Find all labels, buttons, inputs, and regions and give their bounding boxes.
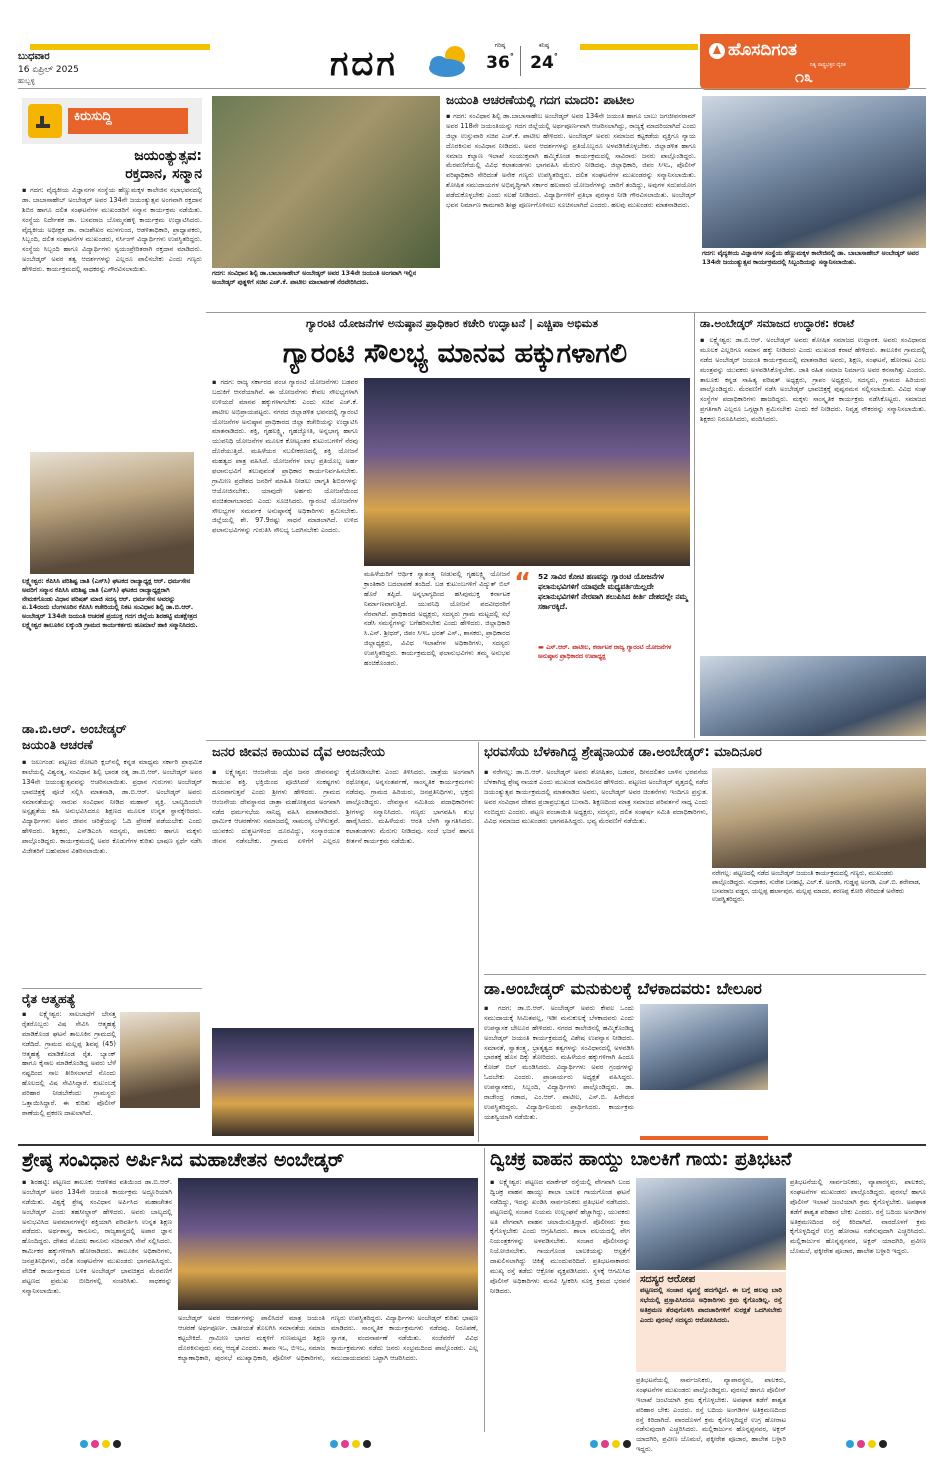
masthead-date-block (18, 50, 208, 92)
min-temp-value: 24 (530, 52, 554, 73)
max-temp-value: 36 (486, 52, 510, 73)
belur-headline: ಡಾ.ಅಂಬೇಡ್ಕರ್ ಮನುಕುಲಕ್ಕೆ ಬೆಳಕಾದವರು: ಬೇಲೂರ (484, 979, 762, 998)
kirusuddi-headline-3: ಡಾ.ಬಿ.ಆರ್. ಅಂಬೇಡ್ಕರ್ (22, 721, 127, 736)
top-caption-right: ಗದಗ: ವೈದ್ಯಕೀಯ ವಿಜ್ಞಾನಗಳ ಸಂಸ್ಥೆಯ ಹೆಣ್ಣುಮಕ್ಕಳ ಕಾಲೇಜಿನಲ್ಲಿ ಡಾ. ಬಾಬಾಸಾಹೇಬ್ ಅಂಬೇಡ್ಕರ್ ಅವರ 134ನೇ ಜಯಂತ್ಯುತ್ಸವ ಕಾರ್ಯಕ್ರಮದಲ್ಲಿ ಸಿಬ್ಬಂದಿಯನ್ನು ಸನ್ಮಾನಿಸಲಾಯಿತು. (702, 250, 919, 266)
min-temp-label: ಕನಿಷ್ಠ (538, 42, 550, 49)
bharavase-body: ▪ ನರೇಗಲ್ಲ: ಡಾ.ಬಿ.ಆರ್. ಅಂಬೇಡ್ಕರ್ ಅವರು ಶೋಷಿತರ, ಬಡವರ, ದೀನದಲಿತರ ಬಾಳಿನ ಭರವಸೆಯ ಬೆಳಕಾಗಿದ್ದ ಶ್ರೇಷ್ಠ ನಾಯಕ ಎಂದು ಮುಖಂಡ ಮಾದಿನೂರ ಹೇಳಿದರು. ಪಟ್ಟಣದ ಅಂಬೇಡ್ಕರ್ ವೃತ್ತದಲ್ಲಿ ನಡೆದ ಜಯಂತ್ಯುತ್ಸವ ಕಾರ್ಯಕ್ರಮದಲ್ಲಿ ಮಾತನಾಡಿದ ಅವರು, ಅಂಬೇಡ್ಕರ್ ಅವರ ಚಿಂತನೆಗಳು ಇಂದಿಗೂ ಪ್ರಸ್ತುತ. ಅವರ ಸಂವಿಧಾನ ದೇಶದ ಪ್ರಜಾಪ್ರಭುತ್ವದ ಬುನಾದಿ. ಶಿಕ್ಷಣದಿಂದ ಮಾತ್ರ ಸಮಾಜದ ಪರಿವರ್ತನೆ ಸಾಧ್ಯ ಎಂದು ನಂಬಿದ್ದರು ಎಂದರು. ಪಟ್ಟಣ ಪಂಚಾಯಿತಿ ಅಧ್ಯಕ್ಷರು, ಸದಸ್ಯರು, ದಲಿತ ಸಂಘರ್ಷ ಸಮಿತಿ ಪದಾಧಿಕಾರಿಗಳು, ವಿವಿಧ ಸಮಾಜದ ಮುಖಂಡರು ಭಾಗವಹಿಸಿದ್ದರು. ಭವ್ಯ ಮೆರವಣಿಗೆ ನಡೆಯಿತು. (484, 768, 708, 826)
kirusuddi-photo-felicitation (30, 452, 194, 574)
kirusuddi-banner (22, 98, 202, 144)
bharavase-rule (484, 974, 926, 975)
samvidhana-photo (178, 1178, 478, 1310)
brand-tagline: ನಿತ್ಯ ರಾಷ್ಟ್ರಭಕ್ತರ ದೈನಿಕ (810, 62, 846, 68)
top-photo-patil-garland (212, 96, 440, 268)
print-dots-center (330, 1440, 380, 1450)
belur-photo (640, 1004, 768, 1090)
top-caption-left: ಗದಗ: ಸಂವಿಧಾನ ಶಿಲ್ಪಿ ಡಾ.ಬಾಬಾಸಾಹೇಬ್ ಅಂಬೇಡ್ಕರ್ ಅವರ 134ನೇ ಜಯಂತಿ ಅಂಗವಾಗಿ ಇಲ್ಲಿನ ಅಂಬೇಡ್ಕರ್ ಪುತ್ಥಳಿಗೆ ಸಚಿವ ಎಚ್.ಕೆ. ಪಾಟೀಲ ಮಾಲಾರ್ಪಣೆ ನೆರವೇರಿಸಿದರು. (212, 270, 417, 286)
anjaneya-body: ▪ ಲಕ್ಷ್ಮೇಶ್ವರ: ಆಂಜನೇಯ ದೈವ ಜನರ ಜೀವನವನ್ನು ಕಾಯುವ ಶಕ್ತಿ. ಭಕ್ತಿಯಿಂದ ಪೂಜಿಸಿದರೆ ಸಂಕಷ್ಟಗಳು ದೂರವಾಗುತ್ತವೆ ಎಂದು ಶ್ರೀಗಳು ಹೇಳಿದರು. ಗ್ರಾಮದ ಆಂಜನೇಯ ದೇವಸ್ಥಾನದ ಜಾತ್ರಾ ಮಹೋತ್ಸವದ ಅಂಗವಾಗಿ ನಡೆದ ಧರ್ಮಸಭೆಯ ಸಾನಿಧ್ಯ ವಹಿಸಿ ಮಾತನಾಡಿದರು. ಧಾರ್ಮಿಕ ಆಚರಣೆಗಳು ಸಮಾಜದಲ್ಲಿ ಸಾಮರಸ್ಯ ಬೆಳೆಸುತ್ತವೆ. ಯುವಕರು ದುಶ್ಚಟಗಳಿಂದ ದೂರವಿದ್ದು, ಸಂಸ್ಕಾರಯುತ ಜೀವನ ನಡೆಸಬೇಕು. ಗ್ರಾಮದ ಏಳಿಗೆಗೆ ಎಲ್ಲರೂ ಕೈಜೋಡಿಸಬೇಕು ಎಂದು ತಿಳಿಸಿದರು. ಜಾತ್ರೆಯ ಅಂಗವಾಗಿ ರಥೋತ್ಸವ, ಅನ್ನಸಂತರ್ಪಣೆ, ಸಾಂಸ್ಕೃತಿಕ ಕಾರ್ಯಕ್ರಮಗಳು ನಡೆದವು. ಗ್ರಾಮದ ಹಿರಿಯರು, ಜನಪ್ರತಿನಿಧಿಗಳು, ಭಕ್ತರು ಪಾಲ್ಗೊಂಡಿದ್ದರು. ದೇವಸ್ಥಾನ ಸಮಿತಿಯ ಪದಾಧಿಕಾರಿಗಳು ಶ್ರೀಗಳನ್ನು ಸನ್ಮಾನಿಸಿದರು. ಗಣ್ಯರು ಭಾಗವಹಿಸಿ ಶುಭ ಹಾರೈಸಿದರು. ಮಹಿಳೆಯರು ಆರತಿ ಬೆಳಗಿ ಸ್ವಾಗತಿಸಿದರು. ಕಲಾತಂಡಗಳು ಮೆರುಗು ನೀಡಿದವು. ಸಂಜೆ ಭಜನೆ ಹಾಗೂ ಕೀರ್ತನೆ ಕಾರ್ಯಕ್ರಮ ನಡೆಯಿತು. (212, 768, 474, 846)
kirusuddi-headline-5: ರೈತ ಆತ್ಮಹತ್ಯೆ (22, 991, 76, 1006)
masthead-rule (18, 88, 926, 89)
karate-photo (700, 656, 926, 736)
print-dots-right (846, 1440, 896, 1450)
guarantee-headline: ಗ್ಯಾರಂಟಿ ಸೌಲಭ್ಯ ಮಾನವ ಹಕ್ಕುಗಳಾಗಲಿ (282, 338, 628, 369)
samvidhana-body: ▪ ಶಿರಹಟ್ಟಿ: ಪಟ್ಟಣದ ತಾಲೂಕು ಆಡಳಿತದ ವತಿಯಿಂದ ಡಾ.ಬಿ.ಆರ್. ಅಂಬೇಡ್ಕರ್ ಅವರ 134ನೇ ಜಯಂತಿ ಕಾರ್ಯಕ್ರಮ ಅದ್ದೂರಿಯಾಗಿ ನಡೆಯಿತು. ವಿಶ್ವಕ್ಕೆ ಶ್ರೇಷ್ಠ ಸಂವಿಧಾನ ಅರ್ಪಿಸಿದ ಮಹಾಚೇತನ ಅಂಬೇಡ್ಕರ್ ಎಂದು ತಹಸೀಲ್ದಾರ್ ಹೇಳಿದರು. ಅವರು ಬಾಲ್ಯದಲ್ಲಿ ಅನುಭವಿಸಿದ ಅವಮಾನಗಳನ್ನೇ ಶಕ್ತಿಯಾಗಿ ಪರಿವರ್ತಿಸಿ ಉನ್ನತ ಶಿಕ್ಷಣ ಪಡೆದರು. ಅರ್ಥಶಾಸ್ತ್ರ, ಕಾನೂನು, ರಾಜ್ಯಶಾಸ್ತ್ರದಲ್ಲಿ ಅಪಾರ ಜ್ಞಾನ ಹೊಂದಿದ್ದರು. ದೇಶದ ಮೊದಲ ಕಾನೂನು ಸಚಿವರಾಗಿ ಸೇವೆ ಸಲ್ಲಿಸಿದರು. ಕಾರ್ಮಿಕರ ಹಕ್ಕುಗಳಿಗಾಗಿ ಹೋರಾಡಿದರು. ತಾಲೂಕಿನ ಅಧಿಕಾರಿಗಳು, ಜನಪ್ರತಿನಿಧಿಗಳು, ದಲಿತ ಸಂಘಟನೆಗಳ ಮುಖಂಡರು ಭಾಗವಹಿಸಿದ್ದರು. ವೇದಿಕೆ ಕಾರ್ಯಕ್ರಮದ ಬಳಿಕ ಅಂಬೇಡ್ಕರ್ ಭಾವಚಿತ್ರದ ಮೆರವಣಿಗೆ ಪಟ್ಟಣದ ಪ್ರಮುಖ ಬೀದಿಗಳಲ್ಲಿ ಸಂಚರಿಸಿತು. ಸಾಧಕರನ್ನು ಸನ್ಮಾನಿಸಲಾಯಿತು. (22, 1178, 172, 1295)
kirusuddi-caption-2: ಲಕ್ಷ್ಮೇಶ್ವರ: ಕೆಪಿಸಿಸಿ ಪರಿಶಿಷ್ಟ ಜಾತಿ (ಎಸ್‌ಸಿ) ಘಟಕದ ರಾಜ್ಯಾಧ್ಯಕ್ಷ ಆರ್. ಧರ್ಮಸೇನ ಅವರಿಗೆ ಸನ್ಮಾನ ಕೆಪಿಸಿಸಿ ಪರಿಶಿಷ್ಟ ಜಾತಿ (ಎಸ್‌ಸಿ) ಘಟಕದ ರಾಜ್ಯಾಧ್ಯಕ್ಷರಾಗಿ ನೇಮಕಗೊಂಡು ವಿಧಾನ ಪರಿಷತ್ ಮಾಜಿ ಸದಸ್ಯ ಆರ್. ಧರ್ಮಸೇನ ಅವರನ್ನು ಏ.14ರಂದು ಬೆಂಗಳೂರಿನ ಕೆಪಿಸಿಸಿ ಕಚೇರಿಯಲ್ಲಿ ನಿಕಟ ಸಂವಿಧಾನ ಶಿಲ್ಪಿ ಡಾ.ಬಿ.ಆರ್. ಅಂಬೇಡ್ಕರ್ 134ನೇ ಜಯಂತಿ ಆಚರಣೆ ಪ್ರಯುಕ್ತ ಗದಗ ಜಿಲ್ಲೆಯ ಶಿರಹಟ್ಟಿ ಮತಕ್ಷೇತ್ರದ ಲಕ್ಷ್ಮೇಶ್ವರ ತಾಲೂಕಿನ ಲಕ್ಕುಂಡಿ ಗ್ರಾಮದ ಕಾರ್ಯಕರ್ತರು ಹೂಮಾಲೆ ಹಾಕಿ ಸನ್ಮಾನಿಸಿದರು. (22, 578, 198, 630)
masthead-top-bar-right (580, 44, 698, 50)
bharavase-caption: ನರೇಗಲ್ಲ: ಪಟ್ಟಣದಲ್ಲಿ ನಡೆದ ಅಂಬೇಡ್ಕರ್ ಜಯಂತಿ ಕಾರ್ಯಕ್ರಮದಲ್ಲಿ ಗಣ್ಯರು, ಮುಖಂಡರು ಪಾಲ್ಗೊಂಡಿದ್ದರು. ಸುಧಾಕರ, ಸುರೇಶ ಬನಹಟ್ಟಿ, ಎಲ್.ಕೆ. ಅಂಗಡಿ, ಗುಡ್ಡಪ್ಪ ಅಂಗಡಿ, ಎಚ್.ಬಿ. ಶರೇವಾಡ, ಬಸವರಾಜ ವಡ್ಡರ, ಯಲ್ಲಪ್ಪ ಹರ್ಲಾಪುರ, ಮಲ್ಲಪ್ಪ ಮಾದರ, ಶರಣಪ್ಪ ಕೋರಿ ಸೇರಿದಂತೆ ಅನೇಕರು ಉಪಸ್ಥಿತರಿದ್ದರು. (712, 870, 921, 904)
samvidhana-body-2: ಅಂಬೇಡ್ಕರ್ ಅವರ ಆದರ್ಶಗಳನ್ನು ಪಾಲಿಸಿದರೆ ಮಾತ್ರ ಜಯಂತಿ ಆಚರಣೆ ಅರ್ಥಪೂರ್ಣ. ಜಾತೀಯತೆ ತೊಲಗಿಸಿ ಸಮಾನತೆಯ ಸಮಾಜ ಕಟ್ಟಬೇಕಿದೆ. ಗ್ರಾಮೀಣ ಭಾಗದ ಮಕ್ಕಳಿಗೆ ಗುಣಮಟ್ಟದ ಶಿಕ್ಷಣ ದೊರಕಿಸುವುದು ನಮ್ಮ ಆದ್ಯತೆ ಎಂದರು. ತಾಪಂ ಇಒ, ಬಿಇಒ, ಸಮಾಜ ಕಲ್ಯಾಣಾಧಿಕಾರಿ, ಪುರಸಭೆ ಮುಖ್ಯಾಧಿಕಾರಿ, ಪೊಲೀಸ್ ಅಧಿಕಾರಿಗಳು, ಗಣ್ಯರು ಉಪಸ್ಥಿತರಿದ್ದರು. ವಿದ್ಯಾರ್ಥಿಗಳು ಅಂಬೇಡ್ಕರ್ ಕುರಿತು ಭಾಷಣ ಮಾಡಿದರು. ಸಾಂಸ್ಕೃತಿಕ ಕಾರ್ಯಕ್ರಮಗಳು ನಡೆದವು. ನಿರೂಪಣೆ, ಸ್ವಾಗತ, ವಂದನಾರ್ಪಣೆ ನಡೆಯಿತು. ಸಂಜೆವರೆಗೆ ವಿವಿಧ ಕಾರ್ಯಕ್ರಮಗಳು ನಡೆದು ಜನರು ಸಂಭ್ರಮದಿಂದ ಪಾಲ್ಗೊಂಡರು. ಎಲ್ಲ ಸಮುದಾಯದವರು ಒಟ್ಟಾಗಿ ಆಚರಿಸಿದರು. (178, 1314, 478, 1362)
masthead-city: ಗದಗ (330, 44, 398, 84)
kirusuddi-headline-4: ಜಯಂತಿ ಆಚರಣೆ (22, 737, 93, 752)
accident-sidebar-box (636, 1272, 786, 1372)
top-photo-staff-group (702, 96, 926, 248)
anjaneya-headline: ಜನರ ಜೀವನ ಕಾಯುವ ದೈವ ಆಂಜನೇಯ (212, 745, 385, 760)
min-temp-degree: ° (553, 51, 558, 61)
anjaneya-photo (212, 1028, 474, 1136)
guarantee-quote-box (514, 570, 690, 668)
accident-headline: ದ್ವಿಚಕ್ರ ವಾಹನ ಹಾಯ್ದು ಬಾಲಕಿಗೆ ಗಾಯ: ಪ್ರತಿಭಟನೆ (490, 1149, 792, 1170)
guarantee-quote-attribution: ▬ ಎಸ್.ಆರ್. ಪಾಟೀಲ, ಕರ್ನಾಟಕ ರಾಜ್ಯ ಗ್ಯಾರಂಟಿ ಯೋಜನೆಗಳ ಅನುಷ್ಠಾನ ಪ್ರಾಧಿಕಾರದ ಉಪಾಧ್ಯಕ್ಷ (538, 644, 672, 660)
guarantee-body-1: ▪ ಗದಗ: ರಾಜ್ಯ ಸರ್ಕಾರದ ಪಂಚ ಗ್ಯಾರಂಟಿ ಯೋಜನೆಗಳು ಬಡವರ ಬದುಕಿಗೆ ಆಸರೆಯಾಗಿವೆ. ಈ ಯೋಜನೆಗಳು ಕೇವಲ ಸೌಲಭ್ಯಗಳಾಗಿ ಉಳಿಯದೆ ಮಾನವ ಹಕ್ಕುಗಳಾಗಬೇಕು ಎಂದು ಸಚಿವ ಎಚ್.ಕೆ. ಪಾಟೀಲ ಅಭಿಪ್ರಾಯಪಟ್ಟರು. ನಗರದ ಜಿಲ್ಲಾಡಳಿತ ಭವನದಲ್ಲಿ ಗ್ಯಾರಂಟಿ ಯೋಜನೆಗಳ ಅನುಷ್ಠಾನ ಪ್ರಾಧಿಕಾರದ ಜಿಲ್ಲಾ ಕಚೇರಿಯನ್ನು ಉದ್ಘಾಟಿಸಿ ಮಾತನಾಡಿದರು. ಶಕ್ತಿ, ಗೃಹಲಕ್ಷ್ಮಿ, ಗೃಹಜ್ಯೋತಿ, ಅನ್ನಭಾಗ್ಯ ಹಾಗೂ ಯುವನಿಧಿ ಯೋಜನೆಗಳ ಮೂಲಕ ಕೋಟ್ಯಂತರ ಕುಟುಂಬಗಳಿಗೆ ನೆರವು ದೊರೆಯುತ್ತಿದೆ. ಮಹಿಳೆಯರ ಸಬಲೀಕರಣದಲ್ಲಿ ಶಕ್ತಿ ಯೋಜನೆ ಮಹತ್ವದ ಪಾತ್ರ ವಹಿಸಿದೆ. ಯೋಜನೆಗಳ ಲಾಭ ಪ್ರತಿಯೊಬ್ಬ ಅರ್ಹ ಫಲಾನುಭವಿಗೆ ತಲುಪುವಂತೆ ಪ್ರಾಧಿಕಾರ ಕಾರ್ಯನಿರ್ವಹಿಸಬೇಕು. ಗ್ರಾಮೀಣ ಪ್ರದೇಶದ ಜನರಿಗೆ ಮಾಹಿತಿ ನೀಡಲು ಜಾಗೃತಿ ಶಿಬಿರಗಳನ್ನು ಆಯೋಜಿಸಬೇಕು. ಯಾವುದೇ ಅರ್ಹರು ಯೋಜನೆಯಿಂದ ವಂಚಿತರಾಗಬಾರದು ಎಂದು ಸೂಚಿಸಿದರು. ಗ್ಯಾರಂಟಿ ಯೋಜನೆಗಳ ಸೌಲಭ್ಯಗಳ ಸಮರ್ಪಕ ಅನುಷ್ಠಾನಕ್ಕೆ ಅಧಿಕಾರಿಗಳು ಶ್ರಮಿಸಬೇಕು. ಜಿಲ್ಲೆಯಲ್ಲಿ ಶೇ. 97.9ರಷ್ಟು ಸಾಧನೆ ಮಾಡಲಾಗಿದೆ. ಉಳಿದ ಫಲಾನುಭವಿಗಳನ್ನು ಗುರುತಿಸಿ ಸೌಲಭ್ಯ ಒದಗಿಸಬೇಕು ಎಂದರು. (212, 378, 358, 535)
brand-logo-icon (708, 42, 726, 60)
karate-headline: ಡಾ.ಅಂಬೇಡ್ಕರ್ ಸಮಾಜದ ಉದ್ಧಾರಕ: ಕರಾಟೆ (700, 318, 855, 330)
accident-body: ▪ ಲಕ್ಷ್ಮೇಶ್ವರ: ಪಟ್ಟಣದ ಮಾರ್ಕೆಟ್ ರಸ್ತೆಯಲ್ಲಿ ವೇಗವಾಗಿ ಬಂದ ದ್ವಿಚಕ್ರ ವಾಹನ ಹಾಯ್ದು ಶಾಲಾ ಬಾಲಕಿ ಗಾಯಗೊಂಡ ಘಟನೆ ನಡೆದಿದ್ದು, ಇದನ್ನು ಖಂಡಿಸಿ ಸಾರ್ವಜನಿಕರು ಪ್ರತಿಭಟನೆ ನಡೆಸಿದರು. ಪಟ್ಟಣದಲ್ಲಿ ಸಂಚಾರ ನಿಯಮ ಉಲ್ಲಂಘನೆ ಹೆಚ್ಚಾಗಿದ್ದು, ಯುವಕರು ಅತಿ ವೇಗವಾಗಿ ವಾಹನ ಚಲಾಯಿಸುತ್ತಿದ್ದಾರೆ. ಪೊಲೀಸರು ಕ್ರಮ ಕೈಗೊಳ್ಳಬೇಕು ಎಂದು ಆಗ್ರಹಿಸಿದರು. ಶಾಲಾ ವಲಯದಲ್ಲಿ ವೇಗ ನಿಯಂತ್ರಕಗಳನ್ನು ಅಳವಡಿಸಬೇಕು. ಸಂಚಾರ ಪೊಲೀಸರನ್ನು ನಿಯೋಜಿಸಬೇಕು. ಗಾಯಗೊಂಡ ಬಾಲಕಿಯನ್ನು ಆಸ್ಪತ್ರೆಗೆ ದಾಖಲಿಸಲಾಗಿದ್ದು ಚಿಕಿತ್ಸೆ ಮುಂದುವರಿದಿದೆ. ಪ್ರತಿಭಟನಾಕಾರರು ಮುಖ್ಯ ರಸ್ತೆ ತಡೆದು ಆಕ್ರೋಶ ವ್ಯಕ್ತಪಡಿಸಿದರು. ಸ್ಥಳಕ್ಕೆ ಆಗಮಿಸಿದ ಪೊಲೀಸ್ ಅಧಿಕಾರಿಗಳು ಮನವಿ ಸ್ವೀಕರಿಸಿ ಸೂಕ್ತ ಕ್ರಮದ ಭರವಸೆ ನೀಡಿದರು. (490, 1178, 630, 1295)
accident-body-2a: ಪ್ರತಿಭಟನೆಯಲ್ಲಿ ಸಾರ್ವಜನಿಕರು, ವ್ಯಾಪಾರಸ್ಥರು, ಪಾಲಕರು, ಸಂಘಟನೆಗಳ ಮುಖಂಡರು ಪಾಲ್ಗೊಂಡಿದ್ದರು. ಪುರಸಭೆ ಹಾಗೂ ಪೊಲೀಸ್ ಇಲಾಖೆ ಜಂಟಿಯಾಗಿ ಕ್ರಮ ಕೈಗೊಳ್ಳಬೇಕು. ಅಪಘಾತ ತಡೆಗೆ ಶಾಶ್ವತ ಪರಿಹಾರ ಬೇಕು ಎಂದರು. ರಸ್ತೆ ಬದಿಯ ಅಂಗಡಿಗಳ ಅತಿಕ್ರಮಣದಿಂದ ರಸ್ತೆ ಕಿರಿದಾಗಿದೆ. ವಾರದೊಳಗೆ ಕ್ರಮ ಕೈಗೊಳ್ಳದಿದ್ದರೆ ಉಗ್ರ ಹೋರಾಟ ನಡೆಸುವುದಾಗಿ ಎಚ್ಚರಿಸಿದರು. ಮಲ್ಲಿಕಾರ್ಜುನ ಹೊನ್ನಪ್ಪನವರ, ಅಕ್ಬರ್ ಯಾದಗಿರಿ, ಪ್ರವೀಣ ಬೊಮಲೆ, ಫಕ್ಕೀರೇಶ ಪೂಜಾರ, ಹಾಲೇಶ ಬಳ್ಳಾರಿ ಇದ್ದರು. (636, 1376, 786, 1454)
max-temp-degree: ° (509, 51, 514, 61)
mid-rule (206, 740, 926, 741)
karate-body: ▪ ಲಕ್ಷ್ಮೇಶ್ವರ: ಡಾ.ಬಿ.ಆರ್. ಅಂಬೇಡ್ಕರ್ ಅವರು ಶೋಷಿತ ಸಮಾಜದ ಉದ್ಧಾರಕ. ಅವರು ಸಂವಿಧಾನದ ಮೂಲಕ ಎಲ್ಲರಿಗೂ ಸಮಾನ ಹಕ್ಕು ನೀಡಿದರು ಎಂದು ಮುಖಂಡ ಕರಾಟೆ ಹೇಳಿದರು. ತಾಲೂಕಿನ ಗ್ರಾಮದಲ್ಲಿ ನಡೆದ ಅಂಬೇಡ್ಕರ್ ಜಯಂತಿ ಕಾರ್ಯಕ್ರಮದಲ್ಲಿ ಮಾತನಾಡಿದ ಅವರು, ಶಿಕ್ಷಣ, ಸಂಘಟನೆ, ಹೋರಾಟ ಎಂಬ ಮಂತ್ರವನ್ನು ಯುವಕರು ಅಳವಡಿಸಿಕೊಳ್ಳಬೇಕು. ಜಾತಿ ರಹಿತ ಸಮಾಜ ನಿರ್ಮಾಣ ಅವರ ಕನಸಾಗಿತ್ತು ಎಂದರು. ತಾಲೂಕು ಕನ್ನಡ ಸಾಹಿತ್ಯ ಪರಿಷತ್ ಅಧ್ಯಕ್ಷರು, ಗ್ರಾಪಂ ಅಧ್ಯಕ್ಷರು, ಸದಸ್ಯರು, ಗ್ರಾಮದ ಹಿರಿಯರು ಪಾಲ್ಗೊಂಡಿದ್ದರು. ಮೆರವಣಿಗೆ ನಡೆಸಿ ಅಂಬೇಡ್ಕರ್ ಭಾವಚಿತ್ರಕ್ಕೆ ಪುಷ್ಪನಮನ ಸಲ್ಲಿಸಲಾಯಿತು. ವಿವಿಧ ಸಂಘ ಸಂಸ್ಥೆಗಳ ಪದಾಧಿಕಾರಿಗಳು ಹಾಜರಿದ್ದರು. ಮಕ್ಕಳು ಸಾಂಸ್ಕೃತಿಕ ಕಾರ್ಯಕ್ರಮ ನಡೆಸಿಕೊಟ್ಟರು. ಸಮಾಜದ ಪ್ರಗತಿಗಾಗಿ ಎಲ್ಲರೂ ಒಗ್ಗಟ್ಟಾಗಿ ಶ್ರಮಿಸಬೇಕು ಎಂದು ಕರೆ ನೀಡಿದರು. ನಿವೃತ್ತ ನೌಕರರನ್ನು ಸನ್ಮಾನಿಸಲಾಯಿತು. ಶಿಕ್ಷಕರು ನಿರೂಪಿಸಿದರು, ವಂದಿಸಿದರು. (700, 336, 926, 424)
top-body: ▪ ಗದಗ: ಸಂವಿಧಾನ ಶಿಲ್ಪಿ ಡಾ.ಬಾಬಾಸಾಹೇಬ ಅಂಬೇಡ್ಕರ್ ಅವರ 134ನೇ ಜಯಂತಿ ಹಾಗೂ ಬಾಬು ಜಗಜೀವನರಾಮ್ ಅವರ 118ನೇ ಜಯಂತಿಯನ್ನು ಗದಗ ಜಿಲ್ಲೆಯಲ್ಲಿ ಅರ್ಥಪೂರ್ಣವಾಗಿ ಆಚರಿಸಲಾಗಿದ್ದು, ರಾಜ್ಯಕ್ಕೆ ಮಾದರಿಯಾಗಿದೆ ಎಂದು ಜಿಲ್ಲಾ ಉಸ್ತುವಾರಿ ಸಚಿವ ಎಚ್.ಕೆ. ಪಾಟೀಲ ಹೇಳಿದರು. ಅಂಬೇಡ್ಕರ್ ಅವರು ಸಮಾಜದ ಕಟ್ಟಕಡೆಯ ವ್ಯಕ್ತಿಗೂ ನ್ಯಾಯ ದೊರಕಿಸುವ ಸಂವಿಧಾನ ನೀಡಿದರು. ಅವರ ಆದರ್ಶಗಳನ್ನು ಪ್ರತಿಯೊಬ್ಬರೂ ಅಳವಡಿಸಿಕೊಳ್ಳಬೇಕು. ಜಿಲ್ಲಾಡಳಿತ ಹಾಗೂ ಸಮಾಜ ಕಲ್ಯಾಣ ಇಲಾಖೆ ಸಂಯುಕ್ತವಾಗಿ ಹಮ್ಮಿಕೊಂಡ ಕಾರ್ಯಕ್ರಮದಲ್ಲಿ ಸಾವಿರಾರು ಜನರು ಪಾಲ್ಗೊಂಡಿದ್ದರು. ಮೆರವಣಿಗೆಯಲ್ಲಿ ವಿವಿಧ ಕಲಾತಂಡಗಳು ಭಾಗವಹಿಸಿ ಮೆರುಗು ನೀಡಿದವು. ಜಿಲ್ಲಾಧಿಕಾರಿ, ಜಿಪಂ ಸಿಇಒ, ಪೊಲೀಸ್ ವರಿಷ್ಠಾಧಿಕಾರಿ ಸೇರಿದಂತೆ ಅನೇಕ ಗಣ್ಯರು ಉಪಸ್ಥಿತರಿದ್ದರು. ದಲಿತ ಸಂಘಟನೆಗಳ ಮುಖಂಡರನ್ನು ಸನ್ಮಾನಿಸಲಾಯಿತು. ಶೋಷಿತ ಸಮುದಾಯಗಳ ಅಭಿವೃದ್ಧಿಗಾಗಿ ಸರ್ಕಾರ ಹಲವಾರು ಯೋಜನೆಗಳನ್ನು ಜಾರಿಗೆ ತಂದಿದ್ದು, ಅವುಗಳ ಸದುಪಯೋಗ ಪಡೆದುಕೊಳ್ಳಬೇಕು ಎಂದು ಸಲಹೆ ನೀಡಿದರು. ವಿದ್ಯಾರ್ಥಿಗಳಿಗೆ ಪ್ರತಿಭಾ ಪುರಸ್ಕಾರ ನೀಡಿ ಗೌರವಿಸಲಾಯಿತು. ಅಂಬೇಡ್ಕರ್ ಭವನ ನಿರ್ಮಾಣ ಕಾಮಗಾರಿ ಶೀಘ್ರ ಪೂರ್ಣಗೊಳಿಸಲು ಸೂಚಿಸಲಾಗಿದೆ ಎಂದರು. ಹಲವು ಮುಖಂಡರು ಮಾತನಾಡಿದರು. (446, 112, 696, 210)
farmer-photo (120, 1012, 200, 1108)
print-dots-left (80, 1440, 130, 1450)
samvidhana-headline: ಶ್ರೇಷ್ಠ ಸಂವಿಧಾನ ಅರ್ಪಿಸಿದ ಮಹಾಚೇತನ ಅಂಬೇಡ್ಕರ್ (22, 1149, 345, 1171)
min-temp-block (524, 42, 564, 82)
kirusuddi-body-5a: ▪ ಲಕ್ಷ್ಮೇಶ್ವರ: ಸಾಲಬಾಧೆಗೆ ಬೇಸತ್ತ ರೈತರೊಬ್ಬರು ವಿಷ ಸೇವಿಸಿ ಆತ್ಮಹತ್ಯೆ ಮಾಡಿಕೊಂಡ ಘಟನೆ ತಾಲೂಕಿನ ಗ್ರಾಮದಲ್ಲಿ ನಡೆದಿದೆ. ಗ್ರಾಮದ ಮಲ್ಲಪ್ಪ ಶಿವಪ್ಪ (45) ಆತ್ಮಹತ್ಯೆ ಮಾಡಿಕೊಂಡ ರೈತ. ಬ್ಯಾಂಕ್ ಹಾಗೂ ಕೈಸಾಲ ಮಾಡಿಕೊಂಡಿದ್ದ ಅವರು ಬೆಳೆ ನಷ್ಟದಿಂದ ಸಾಲ ತೀರಿಸಲಾಗದೆ ನೊಂದು ಹೊಲದಲ್ಲಿ ವಿಷ ಸೇವಿಸಿದ್ದಾರೆ. ಕುಟುಂಬಕ್ಕೆ ಪರಿಹಾರ ನೀಡಬೇಕೆಂದು ಗ್ರಾಮಸ್ಥರು ಒತ್ತಾಯಿಸಿದ್ದಾರೆ. ಈ ಕುರಿತು ಪೊಲೀಸ್ ಠಾಣೆಯಲ್ಲಿ ಪ್ರಕರಣ ದಾಖಲಾಗಿದೆ. (22, 1010, 116, 1117)
kirusuddi-body-3: ▪ ಜಲುಗಂಡ: ಪಟ್ಟಣದ ರೋಟರಿ ಕ್ಲಬ್‌ನಲ್ಲಿ ಕನ್ನಡ ಮಾಧ್ಯಮ ಸರ್ಕಾರಿ ಪ್ರಾಥಮಿಕ ಶಾಲೆಯಲ್ಲಿ ವಿಶ್ವರತ್ನ, ಸಂವಿಧಾನ ಶಿಲ್ಪಿ ಭಾರತ ರತ್ನ ಡಾ.ಬಿ.ಆರ್. ಅಂಬೇಡ್ಕರ್ ಅವರ 134ನೇ ಜಯಂತ್ಯುತ್ಸವವನ್ನು ಆಚರಿಸಲಾಯಿತು. ಪ್ರಧಾನ ಗುರುಗಳು ಅಂಬೇಡ್ಕರ್ ಭಾವಚಿತ್ರಕ್ಕೆ ಪೂಜೆ ಸಲ್ಲಿಸಿ ಮಾತನಾಡಿ, ಡಾ.ಬಿ.ಆರ್. ಅಂಬೇಡ್ಕರ್ ಅವರು ಸಮಾನತೆಯನ್ನು ಸಾರುವ ಸಂವಿಧಾನ ನೀಡಿದ ಮಹಾನ್ ವ್ಯಕ್ತಿ. ಬಾಲ್ಯದಿಂದಲೇ ಅಸ್ಪೃಶ್ಯತೆಯ ಕಹಿ ಅನುಭವಿಸಿದರೂ ಶಿಕ್ಷಣದ ಮೂಲಕ ಉನ್ನತ ಸ್ಥಾನಕ್ಕೇರಿದರು. ವಿದ್ಯಾರ್ಥಿಗಳು ಅವರ ಜೀವನ ಚರಿತ್ರೆಯನ್ನು ಓದಿ ಪ್ರೇರಣೆ ಪಡೆಯಬೇಕು ಎಂದು ಹೇಳಿದರು. ಶಿಕ್ಷಕರು, ಎಸ್‌ಡಿಎಂಸಿ ಸದಸ್ಯರು, ಪಾಲಕರು ಹಾಗೂ ಮಕ್ಕಳು ಪಾಲ್ಗೊಂಡಿದ್ದರು. ಕಾರ್ಯಕ್ರಮದಲ್ಲಿ ಅವರ ಕೊಡುಗೆಗಳ ಕುರಿತು ಭಾಷಣ ಸ್ಪರ್ಧೆ ನಡೆಸಿ ವಿಜೇತರಿಗೆ ಬಹುಮಾನ ವಿತರಿಸಲಾಯಿತು. (22, 758, 202, 856)
accident-box-body: ಪಟ್ಟಣದಲ್ಲಿ ಸಂಚಾರ ವ್ಯವಸ್ಥೆ ಹದಗೆಟ್ಟಿದೆ. ಈ ಬಗ್ಗೆ ಹಲವು ಬಾರಿ ಸಭೆಯಲ್ಲಿ ಪ್ರಸ್ತಾಪಿಸಿದರೂ ಅಧಿಕಾರಿಗಳು ಕ್ರಮ ಕೈಗೊಂಡಿಲ್ಲ. ರಸ್ತೆ ಅತಿಕ್ರಮಣ ತೆರವುಗೊಳಿಸಿ ಪಾದಚಾರಿಗಳಿಗೆ ಸುರಕ್ಷತೆ ಒದಗಿಸಬೇಕು ಎಂದು ಪುರಸಭೆ ಸದಸ್ಯರು ಆರೋಪಿಸಿದರು. (640, 1286, 782, 1324)
belur-body: ▪ ಗದಗ: ಡಾ.ಬಿ.ಆರ್. ಅಂಬೇಡ್ಕರ್ ಅವರು ಕೇವಲ ಒಂದು ಸಮುದಾಯಕ್ಕೆ ಸೀಮಿತವಲ್ಲ, ಇಡೀ ಮನುಕುಲಕ್ಕೆ ಬೆಳಕಾದವರು ಎಂದು ಉಪನ್ಯಾಸಕ ಬೇಲೂರ ಹೇಳಿದರು. ನಗರದ ಕಾಲೇಜಿನಲ್ಲಿ ಹಮ್ಮಿಕೊಂಡಿದ್ದ ಅಂಬೇಡ್ಕರ್ ಜಯಂತಿ ಕಾರ್ಯಕ್ರಮದಲ್ಲಿ ವಿಶೇಷ ಉಪನ್ಯಾಸ ನೀಡಿದರು. ಸಮಾನತೆ, ಸ್ವಾತಂತ್ರ್ಯ, ಭ್ರಾತೃತ್ವದ ತತ್ವಗಳನ್ನು ಸಂವಿಧಾನದಲ್ಲಿ ಅಳವಡಿಸಿ ಭಾರತಕ್ಕೆ ಹೊಸ ದಿಕ್ಕು ತೋರಿದರು. ಮಹಿಳೆಯರ ಹಕ್ಕುಗಳಿಗಾಗಿ ಹಿಂದೂ ಕೋಡ್ ಬಿಲ್ ಮಂಡಿಸಿದರು. ವಿದ್ಯಾರ್ಥಿಗಳು ಅವರ ಗ್ರಂಥಗಳನ್ನು ಓದಬೇಕು ಎಂದರು. ಪ್ರಾಚಾರ್ಯರು ಅಧ್ಯಕ್ಷತೆ ವಹಿಸಿದ್ದರು. ಉಪನ್ಯಾಸಕರು, ಸಿಬ್ಬಂದಿ, ವಿದ್ಯಾರ್ಥಿಗಳು ಪಾಲ್ಗೊಂಡಿದ್ದರು. ಡಾ. ರಾಜೇಂದ್ರ ಗಡಾದ, ಎಂ.ಆರ್. ಪಾಟೀಲ, ಎಸ್.ಬಿ. ಹಿರೇಮಠ ಉಪಸ್ಥಿತರಿದ್ದರು. ವಿದ್ಯಾರ್ಥಿನಿಯರು ಪ್ರಾರ್ಥಿಸಿದರು. ಕಾರ್ಯಕ್ರಮ ಯಶಸ್ವಿಯಾಗಿ ನಡೆಯಿತು. (484, 1004, 634, 1121)
accident-body-2b: ಪ್ರತಿಭಟನೆಯಲ್ಲಿ ಸಾರ್ವಜನಿಕರು, ವ್ಯಾಪಾರಸ್ಥರು, ಪಾಲಕರು, ಸಂಘಟನೆಗಳ ಮುಖಂಡರು ಪಾಲ್ಗೊಂಡಿದ್ದರು. ಪುರಸಭೆ ಹಾಗೂ ಪೊಲೀಸ್ ಇಲಾಖೆ ಜಂಟಿಯಾಗಿ ಕ್ರಮ ಕೈಗೊಳ್ಳಬೇಕು. ಅಪಘಾತ ತಡೆಗೆ ಶಾಶ್ವತ ಪರಿಹಾರ ಬೇಕು ಎಂದರು. ರಸ್ತೆ ಬದಿಯ ಅಂಗಡಿಗಳ ಅತಿಕ್ರಮಣದಿಂದ ರಸ್ತೆ ಕಿರಿದಾಗಿದೆ. ವಾರದೊಳಗೆ ಕ್ರಮ ಕೈಗೊಳ್ಳದಿದ್ದರೆ ಉಗ್ರ ಹೋರಾಟ ನಡೆಸುವುದಾಗಿ ಎಚ್ಚರಿಸಿದರು. ಮಲ್ಲಿಕಾರ್ಜುನ ಹೊನ್ನಪ್ಪನವರ, ಅಕ್ಬರ್ ಯಾದಗಿರಿ, ಪ್ರವೀಣ ಬೊಮಲೆ, ಫಕ್ಕೀರೇಶ ಪೂಜಾರ, ಹಾಲೇಶ ಬಳ್ಳಾರಿ ಇದ್ದರು. (790, 1178, 926, 1256)
pointing-hand-icon (28, 104, 62, 138)
bharavase-photo (712, 768, 926, 868)
kirusuddi-headline-2: ರಕ್ತದಾನ, ಸನ್ಮಾನ (125, 166, 202, 182)
belur-accent-bar (640, 1136, 768, 1140)
max-temp-label: ಗರಿಷ್ಠ (494, 42, 506, 49)
guarantee-kicker: ಗ್ಯಾರಂಟಿ ಯೋಜನೆಗಳ ಅನುಷ್ಠಾನ ಪ್ರಾಧಿಕಾರ ಕಚೇರಿ ಉದ್ಘಾಟನೆ | ಎಚ್ಚಿಪಾ ಅಭಿಮತ (305, 317, 599, 330)
guarantee-body-2: ಮಹಿಳೆಯರಿಗೆ ಆರ್ಥಿಕ ಸ್ವಾತಂತ್ರ್ಯ ನೀಡುವಲ್ಲಿ ಗೃಹಲಕ್ಷ್ಮಿ ಯೋಜನೆ ಕ್ರಾಂತಿಕಾರಿ ಬದಲಾವಣೆ ತಂದಿದೆ. ಬಡ ಕುಟುಂಬಗಳಿಗೆ ವಿದ್ಯುತ್ ಬಿಲ್ ಹೊರೆ ತಪ್ಪಿದೆ. ಅನ್ನಭಾಗ್ಯದಿಂದ ಹಸಿವುಮುಕ್ತ ಕರ್ನಾಟಕ ನಿರ್ಮಾಣವಾಗುತ್ತಿದೆ. ಯುವನಿಧಿ ಯೋಜನೆ ಪದವೀಧರರಿಗೆ ನೆರವಾಗಿದೆ. ಪ್ರಾಧಿಕಾರದ ಅಧ್ಯಕ್ಷರು, ಸದಸ್ಯರು ಗ್ರಾಮ ಮಟ್ಟದಲ್ಲಿ ಸಭೆ ನಡೆಸಿ ಸಮಸ್ಯೆಗಳನ್ನು ಬಗೆಹರಿಸಬೇಕು ಎಂದು ಹೇಳಿದರು. ಜಿಲ್ಲಾಧಿಕಾರಿ ಸಿ.ಎನ್. ಶ್ರೀಧರ್, ಜಿಪಂ ಸಿಇಒ ಭರತ್ ಎಸ್., ಶಾಸಕರು, ಪ್ರಾಧಿಕಾರದ ಜಿಲ್ಲಾಧ್ಯಕ್ಷರು, ವಿವಿಧ ಇಲಾಖೆಗಳ ಅಧಿಕಾರಿಗಳು, ಸದಸ್ಯರು ಉಪಸ್ಥಿತರಿದ್ದರು. ಕಾರ್ಯಕ್ರಮದಲ್ಲಿ ಫಲಾನುಭವಿಗಳು ತಮ್ಮ ಅನುಭವ ಹಂಚಿಕೊಂಡರು. (364, 570, 510, 668)
kirusuddi-rule (22, 988, 202, 989)
quote-mark-icon: “ (514, 568, 532, 598)
anjaneya-vertical-rule (478, 742, 479, 1142)
guarantee-quote: 52 ಸಾವಿರ ಕೋಟಿ ಹಣವನ್ನು ಗ್ಯಾರಂಟಿ ಯೋಜನೆಗಳ ಫಲಾನುಭವಿಗಳಿಗೆ ಯಾವುದೇ ಮಧ್ಯವರ್ತಿಯಿಲ್ಲದೇ ಫಲಾನುಭವಿಗಳಿಗೆ ನೇರವಾಗಿ ತಲುಪಿಸಿದ ಕೀರ್ತಿ ದೇಶದಲ್ಲೇ ನಮ್ಮ ಸರ್ಕಾರಕ್ಕಿದೆ. (538, 572, 688, 611)
guarantee-vertical-rule (694, 312, 695, 738)
kirusuddi-body-1: ▪ ಗದಗ: ವೈದ್ಯಕೀಯ ವಿಜ್ಞಾನಗಳ ಸಂಸ್ಥೆಯ ಹೆಣ್ಣುಮಕ್ಕಳ ಕಾಲೇಜಿನ ಸಭಾಭವನದಲ್ಲಿ ಡಾ. ಬಾಬಾಸಾಹೇಬ್ ಅಂಬೇಡ್ಕರ್ ಅವರ 134ನೇ ಜಯಂತ್ಯುತ್ಸವ ಅಂಗವಾಗಿ ರಕ್ತದಾನ ಶಿಬಿರ ಹಾಗೂ ದಲಿತ ಸಂಘಟನೆಗಳ ಮುಖಂಡರಿಗೆ ಸನ್ಮಾನ ಕಾರ್ಯಕ್ರಮ ನಡೆಯಿತು. ಸಂಸ್ಥೆಯ ನಿರ್ದೇಶಕ ಡಾ. ಬಸವರಾಜ ಬೊಮ್ಮನಹಳ್ಳಿ ಕಾರ್ಯಕ್ರಮ ಉದ್ಘಾಟಿಸಿದರು. ವೈದ್ಯಕೀಯ ಅಧೀಕ್ಷಕ ಡಾ. ರಾಜಶೇಖರ ಮುಳಗುಂದ, ಆಡಳಿತಾಧಿಕಾರಿ, ಪ್ರಾಧ್ಯಾಪಕರು, ಸಿಬ್ಬಂದಿ, ದಲಿತ ಸಂಘಟನೆಗಳ ಮುಖಂಡರು, ನರ್ಸಿಂಗ್ ವಿದ್ಯಾರ್ಥಿಗಳು ಉಪಸ್ಥಿತರಿದ್ದರು. ಸಂಸ್ಥೆಯ ಸಿಬ್ಬಂದಿ ಹಾಗೂ ವಿದ್ಯಾರ್ಥಿಗಳು ಸ್ವಯಂಪ್ರೇರಿತರಾಗಿ ರಕ್ತದಾನ ಮಾಡಿದರು. ಅಂಬೇಡ್ಕರ್ ಅವರ ತತ್ವ ಆದರ್ಶಗಳನ್ನು ಎಲ್ಲರೂ ಪಾಲಿಸಬೇಕು ಎಂದು ಗಣ್ಯರು ಹೇಳಿದರು. ಕಾರ್ಯಕ್ರಮದಲ್ಲಿ ಸಾಧಕರನ್ನು ಗೌರವಿಸಲಾಯಿತು. (22, 186, 202, 274)
kirusuddi-headline-1: ಜಯಂತ್ಯುತ್ಸವ: (134, 148, 202, 164)
top-rule (206, 312, 926, 313)
brand-panel (700, 34, 910, 90)
bottom-vertical-rule (484, 1148, 485, 1432)
page-number: ೧೩ (795, 67, 813, 86)
temp-divider (520, 46, 521, 76)
kirusuddi-label: ಕಿರುಸುದ್ದಿ (68, 108, 188, 134)
top-headline: ಜಯಂತಿ ಆಚರಣೆಯಲ್ಲಿ ಗದಗ ಮಾದರಿ: ಪಾಟೀಲ (446, 93, 635, 107)
lower-rule (206, 1144, 926, 1146)
print-dots-center-right (590, 1440, 640, 1450)
brand-name: ಹೊಸದಿಗಂತ (728, 40, 798, 60)
max-temp-block (480, 42, 520, 82)
masthead-date: 16 ಏಪ್ರಿಲ್ 2025 (18, 65, 79, 76)
bharavase-headline: ಭರವಸೆಯ ಬೆಳಕಾಗಿದ್ದ ಶ್ರೇಷ್ಠನಾಯಕ ಡಾ.ಅಂಬೇಡ್ಕರ್: ಮಾದಿನೂರ (484, 745, 762, 760)
lower-rule-left (18, 1144, 206, 1146)
weather-cloud-sun-icon (425, 42, 475, 80)
masthead-edition: ಹುಬ್ಬಳ್ಳಿ (18, 76, 35, 85)
accident-photo (636, 1178, 786, 1270)
accident-box-title: ಸದಸ್ಯರ ಆರೋಪ (640, 1274, 696, 1285)
masthead-day: ಬುಧವಾರ (18, 51, 50, 62)
guarantee-photo-inauguration (364, 378, 690, 566)
